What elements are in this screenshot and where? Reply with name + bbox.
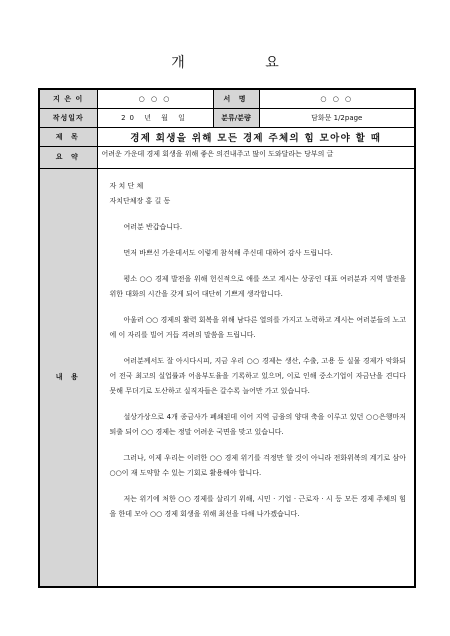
speaker-value: ○ ○ ○	[259, 89, 415, 108]
subject-value: 경제 회생을 위해 모든 경제 주체의 힘 모아야 할 때	[97, 127, 415, 146]
author-label: 지 은 이	[39, 89, 97, 108]
body-paragraph: 평소 ○○ 경제 발전을 위해 헌신적으로 애를 쓰고 계시는 상공인 대표 여러분과 지역 발전을 위한 대화의 시간을 갖게 되어 대단히 기쁘게 생각합니다.	[109, 274, 406, 298]
body-paragraph: 그러나, 이제 우리는 이러한 ○○ 경제 위기를 걱정만 할 것이 아니라 전화위복의 계기로 삼아 ○○이 재 도약할 수 있는 기회로 활용해야 합니다.	[109, 453, 406, 477]
summary-label: 요 약	[39, 146, 97, 168]
org-line: 자 치 단 체	[109, 181, 144, 190]
body-paragraph: 여러분께서도 잘 아시다시피, 지금 우리 ○○ 경제는 생산, 수출, 고용 등 실물 경제가 악화되어 전국 최고의 실업률과 어음부도율을 기록하고 있으며, 이로 인해 중소기업이 자금난을 견디다 못해 무더기로 도산하고 실직자들은 갈수록 늘어만 가고 있습니다.	[109, 356, 406, 395]
body-paragraph: 설상가상으로 4개 종금사가 폐쇄된데 이어 지역 금융의 양대 축을 이루고 있던 ○○은행마저 퇴출 되어 ○○ 경제는 정말 어려운 국면을 맞고 있습니다.	[109, 412, 406, 436]
summary-value: 어려운 가운데 경제 회생을 위해 좋은 의견내주고 많이 도와달라는 당부의 글	[97, 146, 415, 168]
date-value: 20 년 월 일	[97, 108, 213, 127]
category-value: 담화문 1/2page	[259, 108, 415, 127]
content-body	[97, 168, 415, 587]
subject-label: 제 목	[39, 127, 97, 146]
speaker-label: 서 명	[213, 89, 259, 108]
page-title: 개 요	[171, 55, 317, 71]
speaker-line: 자치단체장 홍 길 동	[109, 196, 171, 205]
body-paragraph: 저는 위기에 처한 ○○ 경제를 살리기 위해, 시민 · 기업 · 근로자 · 시 등 모든 경제 주체의 힘을 한데 모아 ○○ 경제 회생을 위해 최선을 다해 나가겠습니다.	[109, 494, 406, 518]
greeting-paragraph: 여러분 반갑습니다.	[123, 222, 183, 231]
date-label: 작성일자	[39, 108, 97, 127]
author-value: ○ ○ ○	[97, 89, 213, 108]
category-label: 분류/분량	[213, 108, 259, 127]
body-paragraph: 먼저 바쁘신 가운데서도 이렇게 참석해 주신데 대하여 감사 드립니다.	[123, 248, 333, 257]
body-paragraph: 아울러 ○○ 경제의 활력 회복을 위해 남다른 열의를 가지고 노력하고 계시는 여러분들의 노고에 이 자리를 빌어 거듭 격려의 말씀을 드립니다.	[109, 315, 406, 339]
overview-form	[38, 88, 416, 588]
content-label: 내 용	[39, 168, 97, 587]
